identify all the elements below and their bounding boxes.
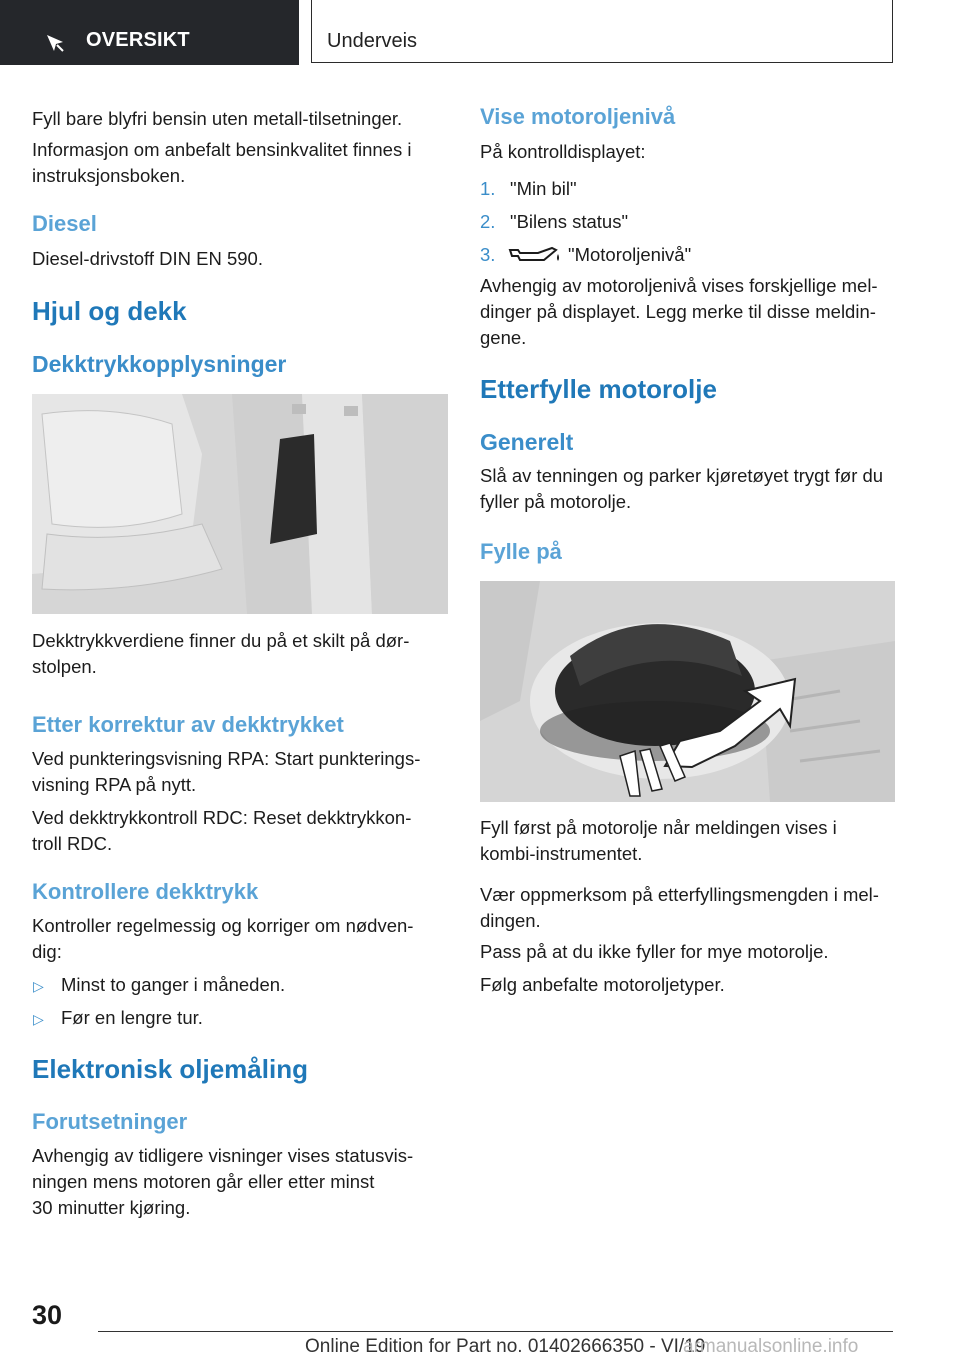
paragraph: Vær oppmerksom på etterfyllingsmengden i mel- <box>480 884 879 905</box>
paragraph: Dekktrykkverdiene finner du på et skilt på dør- <box>32 630 410 651</box>
paragraph: Ved punkteringsvisning RPA: Start punkterings- <box>32 748 421 769</box>
paragraph: Pass på at du ikke fyller for mye motorolje. <box>480 941 829 962</box>
heading-forutsetninger: Forutsetninger <box>32 1109 188 1134</box>
paragraph: gene. <box>480 327 527 348</box>
footer-divider <box>98 1331 893 1332</box>
bullet-triangle-icon: ▷ <box>33 1011 44 1027</box>
paragraph: Avhengig av motoroljenivå vises forskjellige mel- <box>480 275 878 296</box>
tab-label: OVERSIKT <box>86 29 190 51</box>
paragraph: dig: <box>32 941 62 962</box>
paragraph: Kontroller regelmessig og korriger om nødven- <box>32 915 414 936</box>
heading-dekktrykkopplysninger: Dekktrykkopplysninger <box>32 351 287 377</box>
paragraph: troll RDC. <box>32 833 113 854</box>
step-text: "Bilens status" <box>510 211 629 232</box>
star-icon <box>44 32 66 54</box>
tab-oversikt[interactable] <box>0 0 299 65</box>
paragraph: På kontrolldisplayet: <box>480 141 646 162</box>
breadcrumb <box>311 0 893 63</box>
paragraph: dingen. <box>480 910 541 931</box>
paragraph: ningen mens motoren går eller etter minst <box>32 1171 375 1192</box>
paragraph: Diesel-drivstoff DIN EN 590. <box>32 248 263 269</box>
paragraph: Avhengig av tidligere visninger vises statusvis- <box>32 1145 414 1166</box>
paragraph: kombi-instrumentet. <box>480 843 643 864</box>
paragraph: visning RPA på nytt. <box>32 774 197 795</box>
paragraph: Fyll bare blyfri bensin uten metall-tilsetninger. <box>32 108 403 129</box>
watermark: armanualsonline.info <box>683 1336 859 1357</box>
heading-diesel: Diesel <box>32 211 97 236</box>
step-number: 1. <box>480 178 496 199</box>
paragraph: Informasjon om anbefalt bensinkvalitet finnes i <box>32 139 412 160</box>
page-number: 30 <box>32 1300 63 1330</box>
paragraph: stolpen. <box>32 656 97 677</box>
paragraph: instruksjonsboken. <box>32 165 186 186</box>
heading-elektronisk-oljemaling: Elektronisk oljemåling <box>32 1054 308 1084</box>
heading-etterfylle-motorolje: Etterfylle motorolje <box>480 374 717 404</box>
footer-edition: Online Edition for Part no. 01402666350 - VI/19 <box>305 1336 706 1357</box>
paragraph: Følg anbefalte motoroljetyper. <box>480 974 725 995</box>
heading-hjul-og-dekk: Hjul og dekk <box>32 296 187 326</box>
step-text: "Motoroljenivå" <box>568 244 692 265</box>
door-pillar-image <box>32 394 448 614</box>
paragraph: dinger på displayet. Legg merke til disse meldin- <box>480 301 876 322</box>
heading-kontrollere-dekktrykk: Kontrollere dekktrykk <box>32 879 259 904</box>
paragraph: fyller på motorolje. <box>480 491 632 512</box>
paragraph: Slå av tenningen og parker kjøretøyet trygt før du <box>480 465 884 486</box>
paragraph: Ved dekktrykkontroll RDC: Reset dekktrykkon- <box>32 807 412 828</box>
paragraph: 30 minutter kjøring. <box>32 1197 191 1218</box>
breadcrumb-label: Underveis <box>327 30 418 52</box>
step-text: "Min bil" <box>510 178 577 199</box>
paragraph: Fyll først på motorolje når meldingen vises i <box>480 817 837 838</box>
oil-filler-cap-image <box>480 581 895 802</box>
list-item: Minst to ganger i måneden. <box>61 974 286 995</box>
heading-fylle-pa: Fylle på <box>480 539 562 564</box>
heading-vise-motoroljeniva: Vise motoroljenivå <box>480 104 676 129</box>
list-item: Før en lengre tur. <box>61 1007 203 1028</box>
heading-generelt: Generelt <box>480 429 574 455</box>
oil-can-icon <box>508 244 562 266</box>
step-number: 3. <box>480 244 496 265</box>
step-number: 2. <box>480 211 496 232</box>
bullet-triangle-icon: ▷ <box>33 978 44 994</box>
heading-etter-korrektur: Etter korrektur av dekktrykket <box>32 712 344 737</box>
